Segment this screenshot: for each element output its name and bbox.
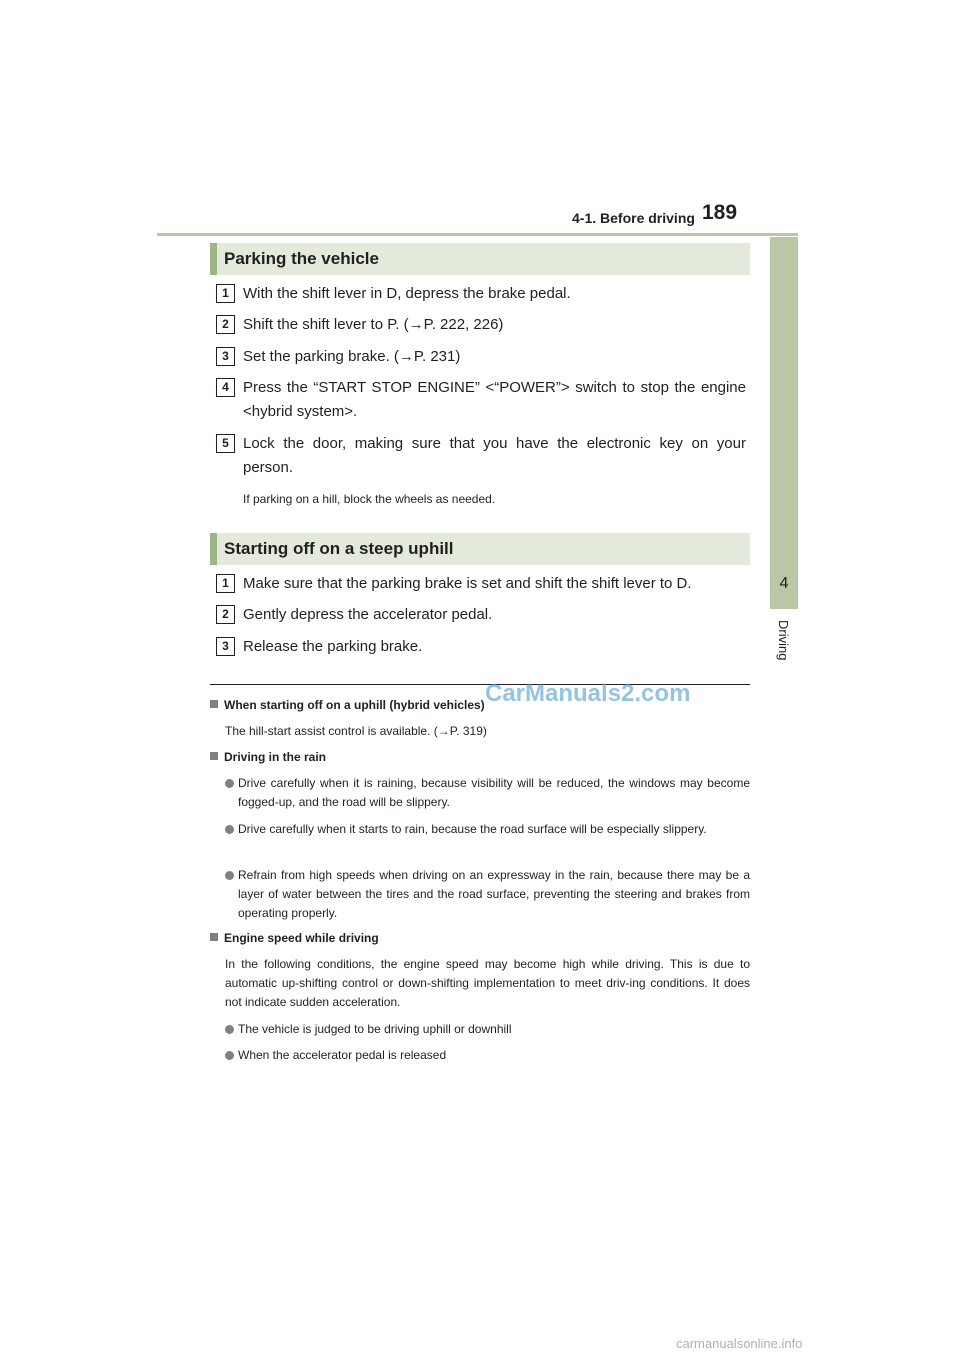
note-bullet-text: The vehicle is judged to be driving uphill or downhill	[238, 1022, 512, 1036]
square-bullet-icon	[210, 752, 218, 760]
section-header-accent	[210, 243, 217, 275]
parking-note: If parking on a hill, block the wheels as needed.	[243, 492, 496, 506]
step-number: 2	[216, 315, 235, 334]
note-bullet	[225, 1046, 750, 1065]
note-heading-hill-start	[210, 698, 485, 712]
step-text: Shift the shift lever to P. (→P. 222, 226)	[243, 316, 504, 333]
step-number: 1	[216, 574, 235, 593]
section-header-accent	[210, 533, 217, 565]
section-header-parking	[210, 243, 750, 275]
circle-bullet-icon	[225, 871, 234, 880]
circle-bullet-icon	[225, 1051, 234, 1060]
note-heading-rain	[210, 750, 326, 764]
chapter-tab	[770, 237, 798, 609]
step-number: 4	[216, 378, 235, 397]
step-text: Lock the door, making sure that you have the electronic key on your person.	[243, 435, 746, 476]
note-bullet-text: Drive carefully when it starts to rain, because the road surface will be especially slippery.	[238, 822, 707, 836]
chapter-number: 4	[779, 575, 789, 592]
step-text: Press the “START STOP ENGINE” <“POWER”> switch to stop the engine <hybrid system>.	[243, 379, 746, 420]
step-number: 3	[216, 637, 235, 656]
step-number: 1	[216, 284, 235, 303]
note-bullet	[225, 774, 750, 812]
note-paragraph: The hill-start assist control is available. (→P. 319)	[225, 724, 487, 738]
step-text: Set the parking brake. (→P. 231)	[243, 348, 461, 365]
section-header-title: Parking the vehicle	[224, 249, 379, 268]
watermark-top: CarManuals2.com	[485, 680, 691, 707]
step-number: 2	[216, 605, 235, 624]
note-bullet	[225, 866, 750, 923]
step-number: 5	[216, 434, 235, 453]
square-bullet-icon	[210, 700, 218, 708]
step-number: 3	[216, 347, 235, 366]
step-text: Gently depress the accelerator pedal.	[243, 606, 493, 623]
note-paragraph: In the following conditions, the engine speed may become high while driving. This is due to automatic up-shifting control or down-shifting implementation to meet driv-ing conditions. It does not indicate sudden acceleration.	[225, 957, 750, 1009]
chapter-label: Driving	[776, 620, 791, 661]
circle-bullet-icon	[225, 779, 234, 788]
note-heading-text: Engine speed while driving	[224, 931, 379, 945]
section-header-title: Starting off on a steep uphill	[224, 539, 454, 558]
note-bullet	[225, 1020, 750, 1039]
watermark-bottom: carmanualsonline.info	[676, 1336, 803, 1351]
header-rule	[157, 233, 798, 236]
note-bullet-text: Drive carefully when it is raining, because visibility will be reduced, the windows may become fogged-up, and the road will be slippery.	[238, 776, 750, 809]
step-text: With the shift lever in D, depress the brake pedal.	[243, 285, 571, 302]
section-title: 4-1. Before driving	[572, 210, 695, 226]
note-heading-text: When starting off on a uphill (hybrid vehicles)	[224, 698, 485, 712]
note-bullet-text: When the accelerator pedal is released	[238, 1048, 447, 1062]
step-text: Make sure that the parking brake is set and shift the shift lever to D.	[243, 575, 692, 592]
section-header-uphill	[210, 533, 750, 565]
square-bullet-icon	[210, 933, 218, 941]
circle-bullet-icon	[225, 825, 234, 834]
note-heading-text: Driving in the rain	[224, 750, 327, 764]
note-bullet-text: Refrain from high speeds when driving on an expressway in the rain, because there may be a layer of water between the tires and the road surface, preventing the steering and brakes from operating properly.	[238, 868, 750, 920]
note-bullet	[225, 820, 750, 839]
note-heading-engine-speed	[210, 931, 379, 945]
circle-bullet-icon	[225, 1025, 234, 1034]
page-number: 189	[702, 201, 738, 224]
step-text: Release the parking brake.	[243, 638, 423, 655]
